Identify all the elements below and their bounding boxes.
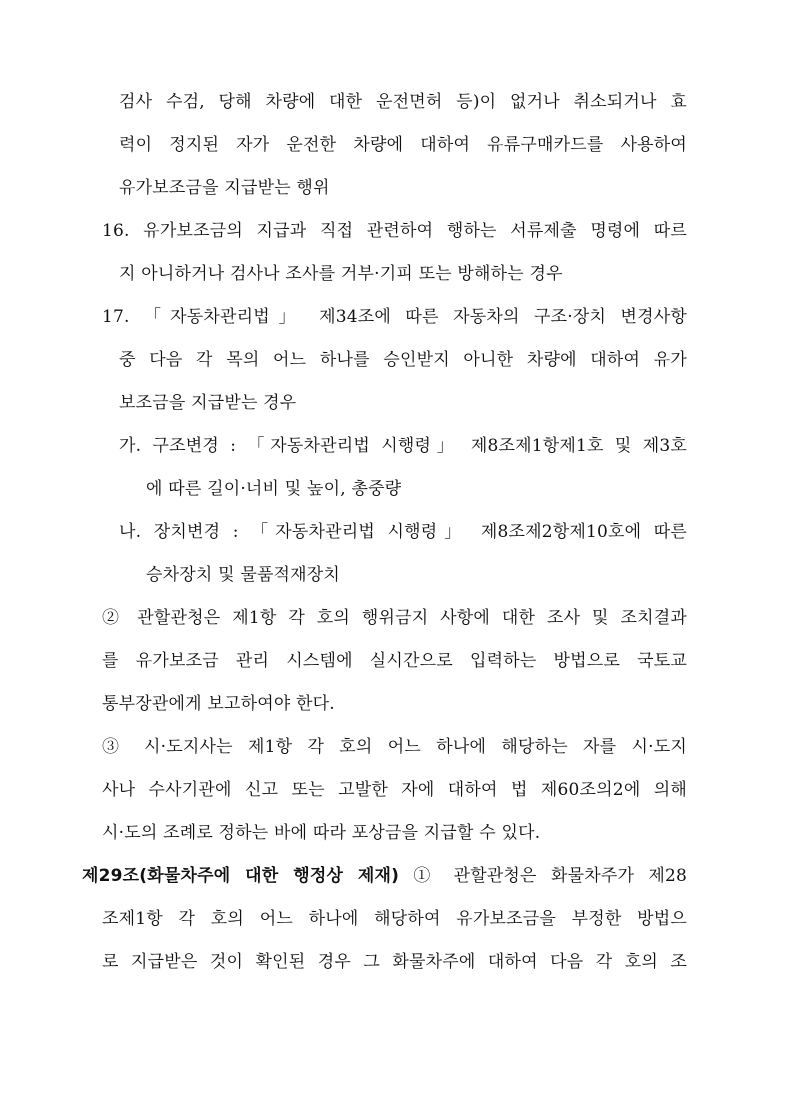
subitem-na-line-2: 승차장치 및 물품적재장치 <box>146 565 341 585</box>
paragraph-3-line-1: ③ 시·도지사는 제1항 각 호의 어느 하나에 해당하는 자를 시·도지 <box>102 737 687 757</box>
text-line-1: 검사 수검, 당해 차량에 대한 운전면허 등)이 없거나 취소되거나 효 <box>119 92 687 112</box>
text-line-3: 유가보조금을 지급받는 행위 <box>119 178 330 198</box>
article-29-heading: 제29조(화물차주에 대한 행정상 제재) <box>82 866 400 886</box>
item-17-line-2: 중 다음 각 목의 어느 하나를 승인받지 아니한 차량에 대하여 유가 <box>119 350 687 370</box>
article-29-line-3: 로 지급받은 것이 확인된 경우 그 화물차주에 대하여 다음 각 호의 조 <box>102 952 687 972</box>
article-29-line-2: 조제1항 각 호의 어느 하나에 해당하여 유가보조금을 부정한 방법으 <box>102 909 687 929</box>
article-29-line-1 <box>82 864 687 888</box>
subitem-ga-line-1: 가. 구조변경 : 「자동차관리법 시행령」 제8조제1항제1호 및 제3호 <box>119 436 687 456</box>
text-line-2: 력이 정지된 자가 운전한 차량에 대하여 유류구매카드를 사용하여 <box>119 135 687 155</box>
article-29-line-1-text: ① 관할관청은 화물차주가 제28 <box>413 866 688 886</box>
item-17-line-1: 17. 「자동차관리법」 제34조에 따른 자동차의 구조·장치 변경사항 <box>102 307 687 327</box>
subitem-na-line-1: 나. 장치변경 : 「자동차관리법 시행령」 제8조제2항제10호에 따른 <box>119 522 687 542</box>
paragraph-2-line-2: 를 유가보조금 관리 시스템에 실시간으로 입력하는 방법으로 국토교 <box>102 651 687 671</box>
paragraph-2-line-1: ② 관할관청은 제1항 각 호의 행위금지 사항에 대한 조사 및 조치결과 <box>102 608 687 628</box>
paragraph-2-line-3: 통부장관에게 보고하여야 한다. <box>102 694 335 714</box>
item-17-line-3: 보조금을 지급받는 경우 <box>119 393 297 413</box>
subitem-ga-line-2: 에 따른 길이·너비 및 높이, 총중량 <box>146 479 402 499</box>
paragraph-3-line-3: 시·도의 조례로 정하는 바에 따라 포상금을 지급할 수 있다. <box>102 823 541 843</box>
item-16-line-2: 지 아니하거나 검사나 조사를 거부·기피 또는 방해하는 경우 <box>119 264 563 284</box>
paragraph-3-line-2: 사나 수사기관에 신고 또는 고발한 자에 대하여 법 제60조의2에 의해 <box>102 780 687 800</box>
item-16-line-1: 16. 유가보조금의 지급과 직접 관련하여 행하는 서류제출 명령에 따르 <box>102 221 687 241</box>
